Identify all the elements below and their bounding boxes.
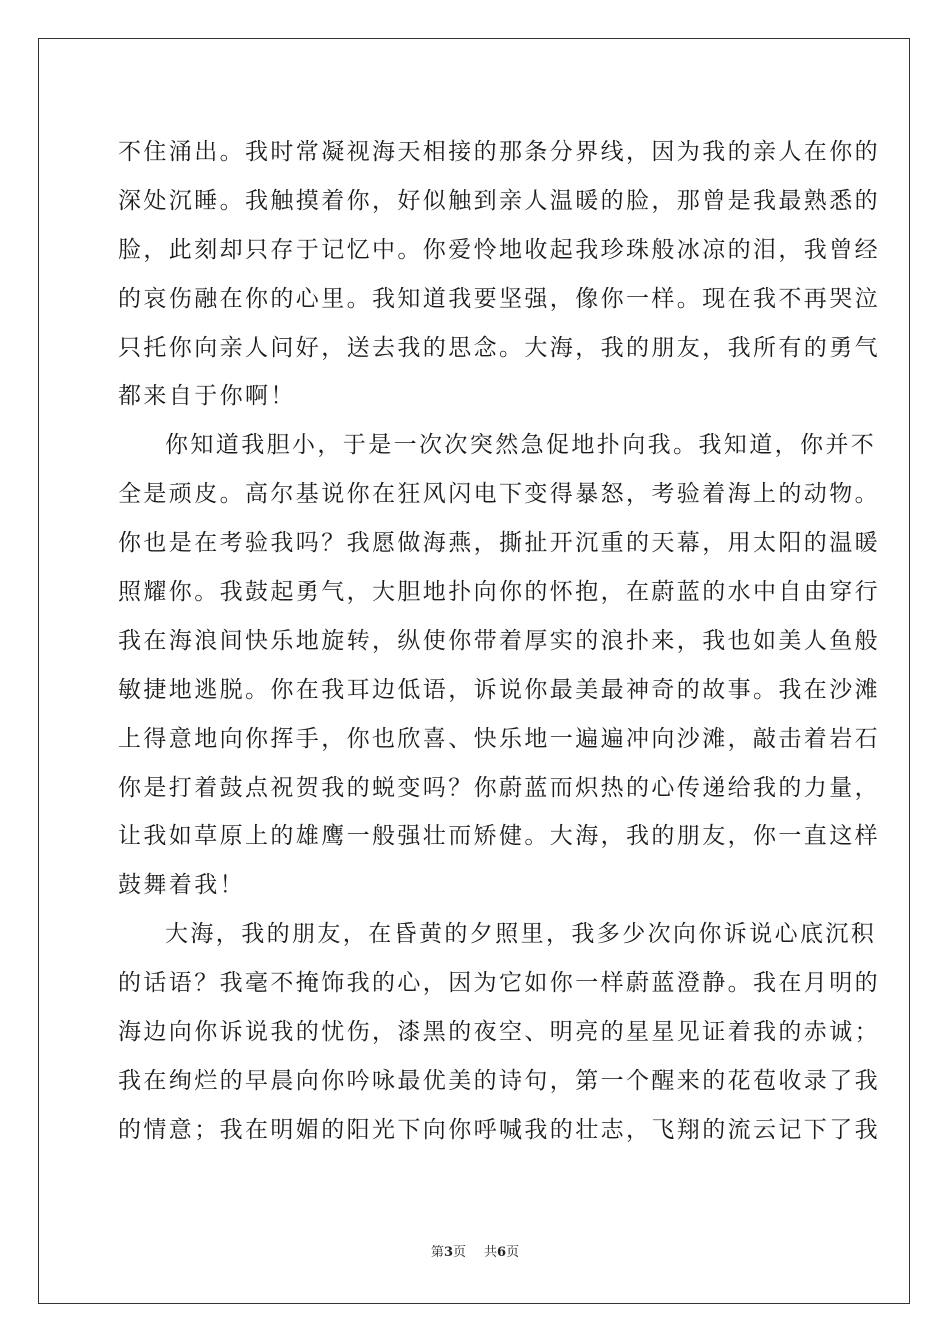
text-line: 的话语？我毫不掩饰我的心，因为它如你一样蔚蓝澄静。我在月明的 [118,970,880,997]
text-line: 我在绚烂的早晨向你吟咏最优美的诗句，第一个醒来的花苞收录了我 [118,1067,880,1094]
text-line: 深处沉睡。我触摸着你，好似触到亲人温暖的脸，那曾是我最熟悉的 [118,187,880,214]
page-footer [0,1244,950,1262]
page-prefix: 第 [430,1245,444,1260]
text-line: 全是顽皮。高尔基说你在狂风闪电下变得暴怒，考验着海上的动物。 [118,481,880,508]
text-line: 我在海浪间快乐地旋转，纵使你带着厚实的浪扑来，我也如美人鱼般 [118,627,880,654]
text-line: 照耀你。我鼓起勇气，大胆地扑向你的怀抱，在蔚蓝的水中自由穿行 [118,579,880,606]
text-line: 鼓舞着我！ [118,872,245,899]
text-line: 只托你向亲人问好，送去我的思念。大海，我的朋友，我所有的勇气 [118,334,880,361]
page-suffix: 页 [452,1245,466,1260]
text-line: 你知道我胆小，于是一次次突然急促地扑向我。我知道，你并不 [165,432,877,459]
total-suffix: 页 [506,1245,520,1260]
total-prefix: 共 [484,1245,498,1260]
text-line: 不住涌出。我时常凝视海天相接的那条分界线，因为我的亲人在你的 [118,139,880,165]
text-line: 都来自于你啊！ [118,383,296,410]
document-body [118,128,880,1155]
text-line: 的哀伤融在你的心里。我知道我要坚强，像你一样。现在我不再哭泣 [118,285,880,312]
text-line: 上得意地向你挥手，你也欣喜、快乐地一遍遍冲向沙滩，敲击着岩石 [118,725,880,752]
text-line: 你是打着鼓点祝贺我的蜕变吗？你蔚蓝而炽热的心传递给我的力量， [118,774,880,801]
page-number: 3 [443,1245,453,1260]
text-line: 的情意；我在明媚的阳光下向你呼喊我的壮志，飞翔的流云记下了我 [118,1116,880,1143]
total-pages: 6 [497,1245,507,1260]
text-line: 让我如草原上的雄鹰一般强壮而矫健。大海，我的朋友，你一直这样 [118,823,880,850]
text-line: 敏捷地逃脱。你在我耳边低语，诉说你最美最神奇的故事。我在沙滩 [118,676,880,703]
text-line: 大海，我的朋友，在昏黄的夕照里，我多少次向你诉说心底沉积 [165,921,877,948]
text-line: 你也是在考验我吗？我愿做海燕，撕扯开沉重的天幕，用太阳的温暖 [118,530,880,557]
text-line: 海边向你诉说我的忧伤，漆黑的夜空、明亮的星星见证着我的赤诚； [118,1019,880,1046]
text-line: 脸，此刻却只存于记忆中。你爱怜地收起我珍珠般冰凉的泪，我曾经 [118,236,880,263]
